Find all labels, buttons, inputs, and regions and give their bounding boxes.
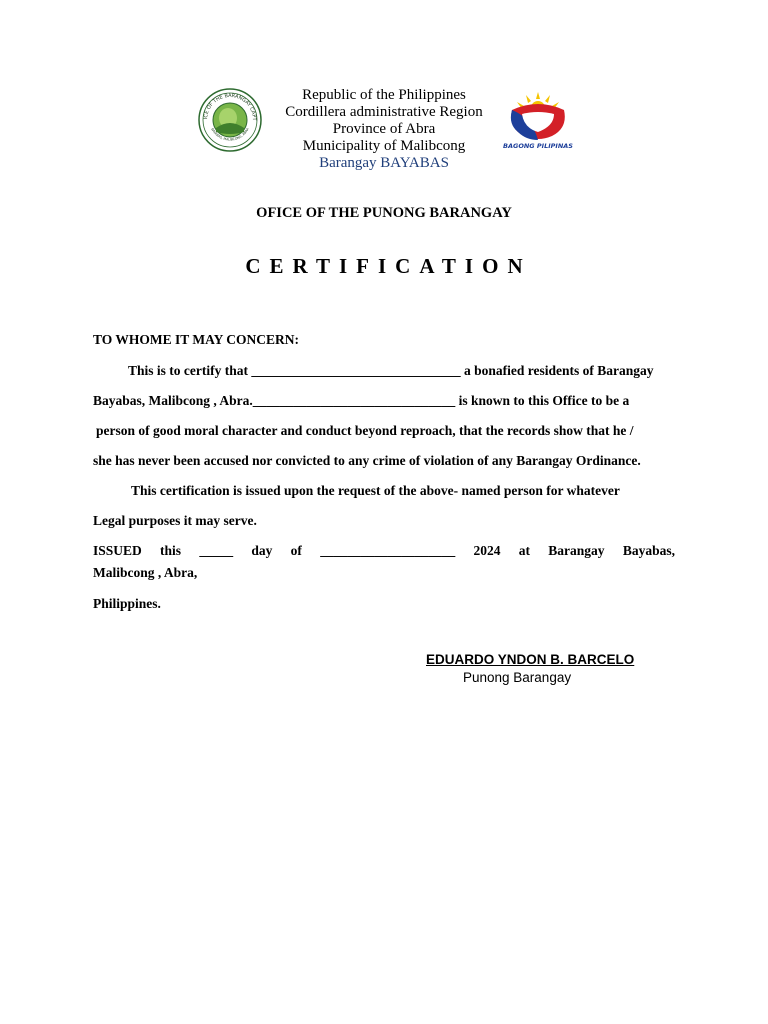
body-line-5: This certification is issued upon the request of the above- named person for whatever (131, 483, 620, 498)
seal-bottom-text: BAYABAS, MALIBCONG, ABRA (210, 127, 250, 142)
body-line-4: she has never been accused nor convicted to any crime of violation of any Barangay Ordinance. (93, 453, 641, 468)
salutation: TO WHOME IT MAY CONCERN: (93, 332, 300, 347)
body-line-2: Bayabas, Malibcong , Abra.______________________________ is known to this Office to be a (93, 393, 630, 408)
logo-text: BAGONG PILIPINAS (503, 142, 573, 150)
issued-line-country: Philippines. (93, 596, 161, 611)
body-line-6: Legal purposes it may serve. (93, 513, 257, 528)
letterhead-province: Province of Abra (332, 121, 436, 137)
issued-line: ISSUED this _____ day of ____________________ 2024 at Barangay Bayabas, (93, 543, 675, 558)
letterhead-region: Cordillera administrative Region (285, 104, 483, 120)
bagong-pilipinas-logo-icon (498, 88, 578, 152)
letterhead-republic: Republic of the Philippines (302, 87, 466, 103)
seal-text: ICE OF THE BARANGAY CAPT (203, 92, 258, 121)
body-line-3: person of good moral character and conduct beyond reproach, that the records show that he / (96, 423, 634, 438)
body-line-1: This is to certify that _______________________________ a bonafied residents of Barangay (128, 363, 654, 378)
document-title: CERTIFICATION (245, 254, 532, 278)
letterhead (240, 87, 528, 172)
letterhead-barangay: Barangay BAYABAS (319, 155, 449, 171)
letterhead-municipality: Municipality of Malibcong (302, 138, 466, 154)
office-title: OFICE OF THE PUNONG BARANGAY (256, 205, 512, 221)
issued-line-continuation: Malibcong , Abra, (93, 565, 198, 580)
signatory-title: Punong Barangay (463, 670, 572, 685)
signatory-name: EDUARDO YNDON B. BARCELO (426, 652, 635, 667)
